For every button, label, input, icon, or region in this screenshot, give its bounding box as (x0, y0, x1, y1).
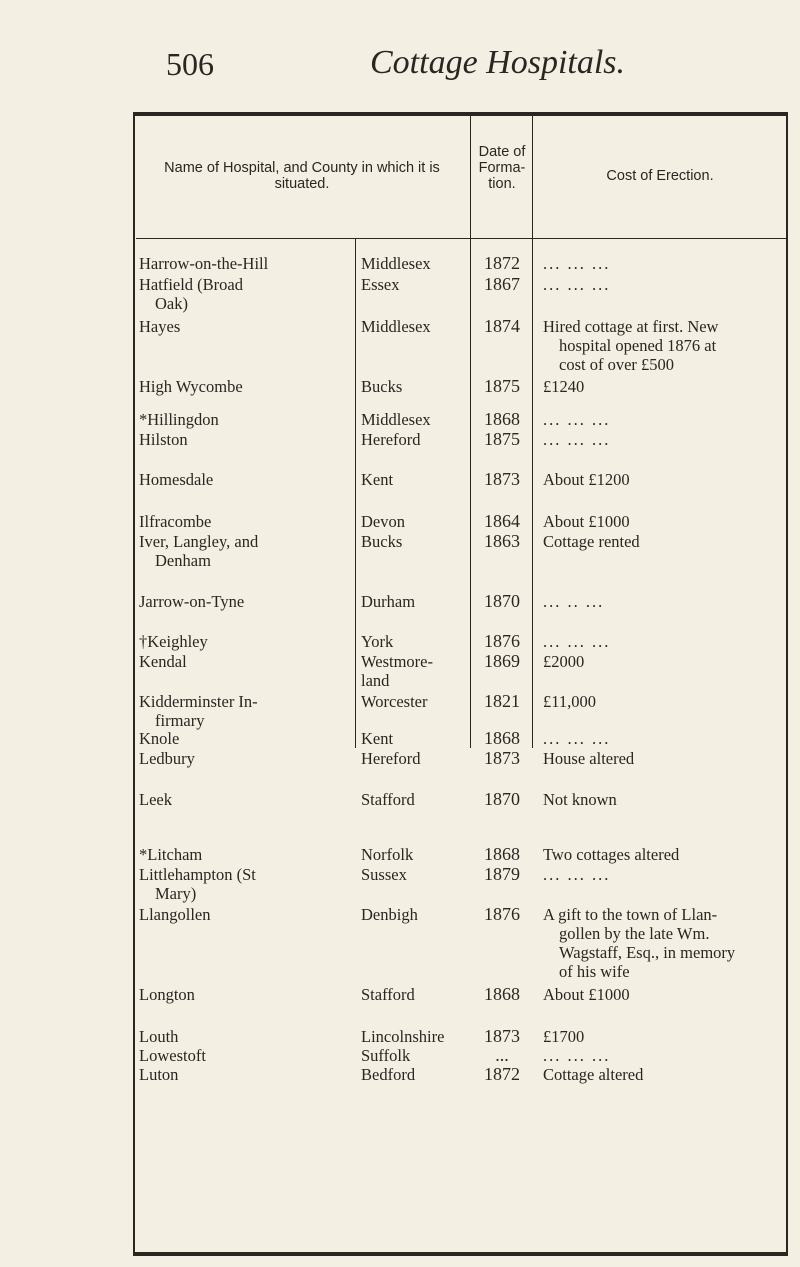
hospital-name-line: Iver, Langley, and (139, 532, 259, 551)
formation-date: 1868 (484, 409, 520, 429)
county: Essex (361, 275, 400, 294)
formation-date: 1873 (484, 1026, 520, 1046)
cost: ... ... ... (543, 275, 611, 294)
hospital-name: Harrow-on-the-Hill (139, 254, 269, 273)
hospital-name: Ledbury (139, 749, 195, 768)
header-separator (136, 238, 788, 239)
cost: £1240 (543, 377, 585, 396)
cost: House altered (543, 749, 635, 768)
cost: About £1200 (543, 470, 630, 489)
county: Stafford (361, 985, 415, 1004)
county: Bucks (361, 532, 403, 551)
formation-date: 1867 (484, 274, 520, 294)
hospital-name (139, 865, 349, 903)
county-date-rule (470, 239, 471, 748)
cost-cont: gollen by the late Wm. (559, 924, 710, 943)
formation-date: 1874 (484, 316, 520, 336)
cost: ... ... ... (543, 410, 611, 429)
cost: About £1000 (543, 985, 630, 1004)
formation-date: 1868 (484, 728, 520, 748)
hospital-name (139, 532, 349, 570)
formation-date: 1873 (484, 748, 520, 768)
cost: ... ... ... (543, 254, 611, 273)
formation-date: 1875 (484, 376, 520, 396)
county: Kent (361, 729, 394, 748)
county-cont: land (361, 671, 390, 690)
cost-line: Hired cottage at first. New (543, 317, 719, 336)
formation-date: 1868 (484, 984, 520, 1004)
hospital-name: †Keighley (139, 632, 208, 651)
formation-date: 1875 (484, 429, 520, 449)
hospital-name-line: Kidderminster In- (139, 692, 258, 711)
cost: Two cottages altered (543, 845, 680, 864)
county-line: Westmore- (361, 652, 433, 671)
hospital-name: Lowestoft (139, 1046, 206, 1065)
header-col-rule (470, 114, 471, 240)
cost: ... .. ... (543, 592, 605, 611)
hospital-name-cont: firmary (155, 711, 205, 730)
formation-date: 1864 (484, 511, 520, 531)
county: Lincolnshire (361, 1027, 445, 1046)
hospital-name: Ilfracombe (139, 512, 212, 531)
hospital-name: Hilston (139, 430, 188, 449)
hospital-name-cont: Mary) (155, 884, 197, 903)
county: Middlesex (361, 410, 431, 429)
hospital-name-line: Hatfield (Broad (139, 275, 244, 294)
county: Denbigh (361, 905, 418, 924)
formation-date: ... (495, 1045, 509, 1065)
county: Kent (361, 470, 394, 489)
county: Suffolk (361, 1046, 411, 1065)
formation-date: 1868 (484, 844, 520, 864)
cost: £2000 (543, 652, 585, 671)
header-cost: Cost of Erection. (606, 168, 714, 184)
page-number: 506 (166, 46, 214, 82)
table-right-rule (786, 112, 788, 1256)
cost-cont: cost of over £500 (559, 355, 675, 374)
cost-cont: of his wife (559, 962, 630, 981)
county: Devon (361, 512, 405, 531)
hospital-name: Longton (139, 985, 195, 1004)
hospital-name-line: Littlehampton (St (139, 865, 256, 884)
formation-date: 1876 (484, 631, 520, 651)
hospital-name: Llangollen (139, 905, 211, 924)
county: Middlesex (361, 254, 431, 273)
hospital-name (139, 275, 349, 313)
cost-line: A gift to the town of Llan- (543, 905, 718, 924)
hospital-name: *Litcham (139, 845, 203, 864)
formation-date: 1870 (484, 789, 520, 809)
cost: £1700 (543, 1027, 585, 1046)
hospital-name: Knole (139, 729, 180, 748)
hospital-name: High Wycombe (139, 377, 243, 396)
cost: ... ... ... (543, 865, 611, 884)
county: Durham (361, 592, 416, 611)
formation-date: 1879 (484, 864, 520, 884)
page-title: Cottage Hospitals. (370, 44, 626, 81)
cost: ... ... ... (543, 729, 611, 748)
county: Norfolk (361, 845, 414, 864)
hospital-name: Louth (139, 1027, 179, 1046)
cost: Not known (543, 790, 617, 809)
hospital-name: Jarrow-on-Tyne (139, 592, 245, 611)
formation-date: 1869 (484, 651, 520, 671)
hospital-name: Hayes (139, 317, 181, 336)
cost-cont: Wagstaff, Esq., in memory (559, 943, 736, 962)
cost: Cottage altered (543, 1065, 644, 1084)
hospital-name-cont: Oak) (155, 294, 188, 313)
cost: ... ... ... (543, 430, 611, 449)
header-date: Date of Forma-tion. (478, 144, 526, 192)
cost-cont: hospital opened 1876 at (559, 336, 717, 355)
cost: ... ... ... (543, 632, 611, 651)
cost: Cottage rented (543, 532, 640, 551)
hospital-name (139, 692, 349, 730)
cost (543, 317, 779, 374)
formation-date: 1872 (484, 1064, 520, 1084)
hospital-name: Luton (139, 1065, 179, 1084)
hospital-name: Leek (139, 790, 172, 809)
cost: About £1000 (543, 512, 630, 531)
hospital-name-cont: Denham (155, 551, 211, 570)
formation-date: 1872 (484, 253, 520, 273)
county: Hereford (361, 430, 421, 449)
header-name: Name of Hospital, and County in which it is situated. (164, 160, 440, 192)
table-top-rule (133, 112, 788, 116)
table-bottom-rule (133, 1252, 788, 1256)
formation-date: 1876 (484, 904, 520, 924)
hospital-name: Kendal (139, 652, 187, 671)
formation-date: 1863 (484, 531, 520, 551)
county: Hereford (361, 749, 421, 768)
formation-date: 1870 (484, 591, 520, 611)
county: York (361, 632, 394, 651)
county: Bucks (361, 377, 403, 396)
county: Worcester (361, 692, 428, 711)
county: Bedford (361, 1065, 416, 1084)
county: Sussex (361, 865, 407, 884)
county: Middlesex (361, 317, 431, 336)
cost (543, 905, 779, 981)
formation-date: 1873 (484, 469, 520, 489)
county (361, 652, 469, 690)
cost: ... ... ... (543, 1046, 611, 1065)
table-left-rule (133, 112, 135, 1256)
hospital-table (133, 112, 788, 1256)
hospital-name: Homesdale (139, 470, 214, 489)
county: Stafford (361, 790, 415, 809)
date-cost-rule (532, 114, 533, 748)
cost: £11,000 (543, 692, 597, 711)
name-county-rule (355, 239, 356, 748)
formation-date: 1821 (484, 691, 520, 711)
hospital-name: *Hillingdon (139, 410, 219, 429)
